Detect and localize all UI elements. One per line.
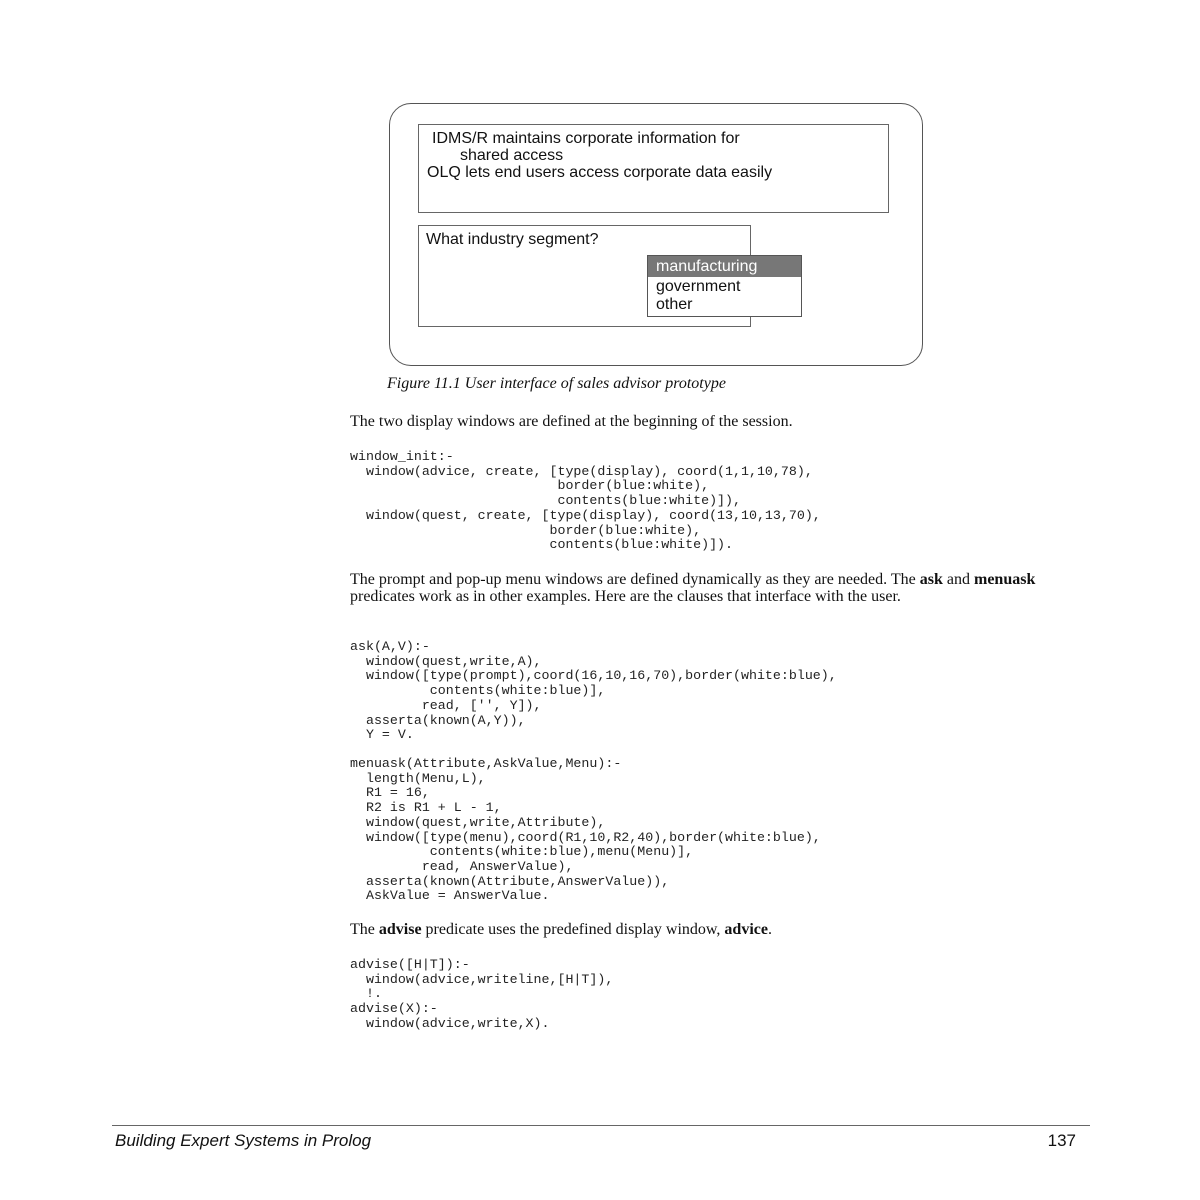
- code-menuask: menuask(Attribute,AskValue,Menu):- length(Menu,L), R1 = 16, R2 is R1 + L - 1, window(quest,write,Attribute), window([type(menu),coord(R1,10,R2,40),border(white:blue), contents(white:blue),menu(Menu)], read, AnswerValue), asserta(known(Attribute,AnswerValue)), AskValue = AnswerValue.: [350, 756, 821, 904]
- text-segment: predicates work as in other examples. Here are the clauses that interface with the user.: [350, 588, 901, 605]
- predicate-ask: ask: [919, 571, 943, 588]
- code-window-init: window_init:- window(advice, create, [type(display), coord(1,1,10,78), border(blue:white), contents(blue:white)]), window(quest, create, [type(display), coord(13,10,13,70), border(blue:white), contents(blue:white)]).: [350, 449, 821, 553]
- code-ask: ask(A,V):- window(quest,write,A), window([type(prompt),coord(16,10,16,70),border(white:blue), contents(white:blue)], read, ['', Y]), asserta(known(A,Y)), Y = V.: [350, 639, 837, 743]
- text-segment: The prompt and pop-up menu windows are defined dynamically as they are needed. The: [350, 571, 920, 588]
- paragraph-advise: [350, 921, 1090, 938]
- menu-option-government[interactable]: government: [656, 278, 741, 295]
- menu-option-other[interactable]: other: [656, 296, 693, 313]
- advice-line: shared access: [460, 147, 564, 164]
- advice-line: OLQ lets end users access corporate data easily: [427, 164, 773, 181]
- question-prompt: What industry segment?: [426, 231, 599, 248]
- footer-page-number: 137: [1047, 1131, 1076, 1150]
- text-segment: predicate uses the predefined display window,: [421, 921, 725, 938]
- footer-divider: [112, 1125, 1090, 1126]
- text-segment: The: [350, 921, 379, 938]
- paragraph-windows-defined: The two display windows are defined at the beginning of the session.: [350, 413, 793, 430]
- figure-caption: Figure 11.1 User interface of sales advisor prototype: [387, 375, 726, 392]
- window-advice: advice: [724, 921, 768, 938]
- advice-line: IDMS/R maintains corporate information for: [432, 130, 740, 147]
- text-segment: .: [767, 921, 772, 938]
- popup-menu: [647, 255, 802, 317]
- text-segment: and: [942, 571, 974, 588]
- menu-option-manufacturing[interactable]: manufacturing: [648, 256, 801, 277]
- predicate-menuask: menuask: [973, 571, 1036, 588]
- paragraph-prompt-menu: [350, 571, 1090, 605]
- advice-window: [418, 124, 889, 213]
- predicate-advise: advise: [378, 921, 422, 938]
- footer-book-title: Building Expert Systems in Prolog: [115, 1131, 372, 1150]
- code-advise: advise([H|T]):- window(advice,writeline,[H|T]), !. advise(X):- window(advice,write,X).: [350, 957, 614, 1031]
